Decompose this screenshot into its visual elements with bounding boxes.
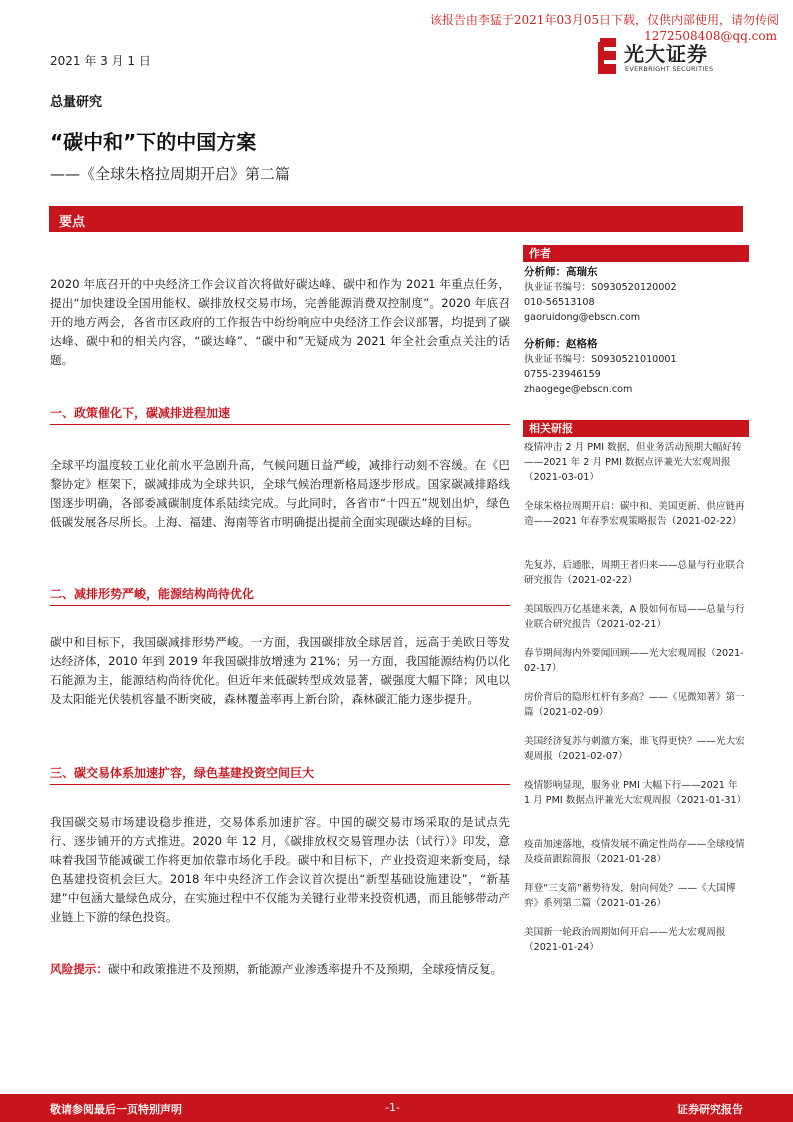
brand-name-en: EVERBRIGHT SECURITIES xyxy=(625,65,714,73)
related-report[interactable]: 美国版四万亿基建来袭，A 股如何布局——总量与行业联合研究报告（2021-02-21） xyxy=(524,604,745,630)
section-1-body: 全球平均温度较工业化前水平急剧升高，气候问题日益严峻，减排行动刻不容缓。在《巴黎协定》框架下，碳减排成为全球共识，全球气候治理新格局逐步形成。国家碳减排路线图逐步明确，各部委减碳制度体系陆续完成。与此同时，各省市“十四五”规划出炉，绿色低碳发展各尽所长。上海、福建、海南等省市明确提出提前全面实现碳达峰的目标。 xyxy=(50,458,510,529)
author-1-cert: 执业证书编号：S0930520120002 xyxy=(524,282,677,293)
section-3-divider xyxy=(50,784,510,785)
related-report[interactable]: 房价背后的隐形杠杆有多高？——《见微知著》第一篇（2021-02-09） xyxy=(524,692,745,718)
section-2-body: 碳中和目标下，我国碳减排形势严峻。一方面，我国碳排放全球居首，远高于美欧日等发达经济体，2010 年到 2019 年我国碳排放增速为 21%；另一方面，我国能源结构仍以化石能源为主，能源结构尚待优化。但近年来低碳转型成效显著，碳强度大幅下降；风电以及太阳能光伏装机容量不断突破，森林覆盖率再上新台阶，森林碳汇能力逐步提升。 xyxy=(50,635,510,706)
author-card-1 xyxy=(524,264,744,325)
authors-header: 作者 xyxy=(523,245,749,262)
author-1-name: 分析师：高瑞东 xyxy=(524,266,598,278)
related-report[interactable]: 美国新一轮政治周期如何开启——光大宏观周报（2021-01-24） xyxy=(524,927,726,953)
everbright-logo-icon xyxy=(598,38,620,76)
author-2-phone: 0755-23946159 xyxy=(524,369,601,380)
section-1-heading: 一、政策催化下，碳减排进程加速 xyxy=(50,406,231,420)
related-report[interactable]: 疫苗加速落地，疫情发展不确定性尚存——全球疫情及疫苗跟踪简报（2021-01-28） xyxy=(524,839,745,865)
section-2-heading: 二、减排形势严峻，能源结构尚待优化 xyxy=(50,587,255,601)
report-date: 2021 年 3 月 1 日 xyxy=(50,54,151,68)
related-report[interactable]: 疫情影响显现，服务业 PMI 大幅下行——2021 年 1 月 PMI 数据点评兼光大宏观周报（2021-01-31） xyxy=(524,780,747,806)
report-category: 总量研究 xyxy=(50,95,103,110)
author-2-email[interactable]: zhaogege@ebscn.com xyxy=(524,384,633,395)
author-2-cert: 执业证书编号：S0930521010001 xyxy=(524,354,677,365)
section-3-heading: 三、碳交易体系加速扩容，绿色基建投资空间巨大 xyxy=(50,766,315,780)
related-report[interactable]: 春节期间海内外要闻回顾——光大宏观周报（2021-02-17） xyxy=(524,648,744,674)
footer-report-type: 证券研究报告 xyxy=(677,1103,743,1116)
report-title: “碳中和”下的中国方案 xyxy=(50,130,257,154)
risk-label: 风险提示： xyxy=(50,962,108,976)
author-1-email[interactable]: gaoruidong@ebscn.com xyxy=(524,312,641,323)
footer-disclaimer[interactable]: 敬请参阅最后一页特别声明 xyxy=(50,1103,182,1116)
related-header: 相关研报 xyxy=(523,420,749,437)
brand-name-cn: 光大证券 xyxy=(624,42,708,66)
author-1-phone: 010-56513108 xyxy=(524,297,595,308)
page-number: -1- xyxy=(385,1101,400,1114)
related-report[interactable]: 先复苏，后通胀，周期王者归来——总量与行业联合研究报告（2021-02-22） xyxy=(524,560,745,586)
section-1-divider xyxy=(50,424,510,425)
risk-warning xyxy=(50,960,510,979)
summary-label: 要点 xyxy=(59,215,86,230)
watermark-line-1: 该报告由李猛于2021年03月05日下载，仅供内部使用，请勿传阅 xyxy=(429,13,779,27)
summary-bar xyxy=(49,206,743,232)
related-report[interactable]: 疫情冲击 2 月 PMI 数据，但业务活动预期大幅好转——2021 年 2 月 PMI 数据点评兼光大宏观周报（2021-03-01） xyxy=(524,442,742,483)
related-report[interactable]: 全球朱格拉周期开启：碳中和、美国更新、供应链再造——2021 年春季宏观策略报告（2021-02-22） xyxy=(524,501,745,527)
author-card-2 xyxy=(524,336,744,397)
brand-logo xyxy=(598,36,758,78)
report-subtitle: ——《全球朱格拉周期开启》第二篇 xyxy=(50,165,291,183)
author-2-name: 分析师：赵格格 xyxy=(524,338,598,350)
section-3-body: 我国碳交易市场建设稳步推进，交易体系加速扩容。中国的碳交易市场采取的是试点先行、逐步铺开的方式推进。2020 年 12 月，《碳排放权交易管理办法（试行）》印发，意味着我国节能减碳工作将更加依靠市场化手段。碳中和目标下，产业投资迎来新变局，绿色基建投资机会巨大。2018 年中央经济工作会议首次提出“新型基础设施建设”，“新基建”中包涵大量绿色成分，在实施过程中不仅能为关键行业带来投资机遇，而且能够带动产业链上下游的绿色投资。 xyxy=(50,815,510,924)
related-report[interactable]: 拜登“三支箭”蓄势待发，射向何处？——《大国博弈》系列第二篇（2021-01-26） xyxy=(524,883,736,909)
watermark-line-2: 1272508408@qq.com xyxy=(644,29,777,43)
related-report[interactable]: 美国经济复苏与刺激方案，谁飞得更快？——光大宏观周报（2021-02-07） xyxy=(524,736,745,762)
page-footer xyxy=(0,1094,793,1122)
section-2-divider xyxy=(50,605,510,606)
intro-paragraph: 2020 年底召开的中央经济工作会议首次将做好碳达峰、碳中和作为 2021 年重点任务，提出“加快建设全国用能权、碳排放权交易市场，完善能源消费双控制度”。2020 年底召开的地方两会，各省市区政府的工作报告中纷纷响应中央经济工作会议部署，均提到了碳达峰、碳中和的相关内容，“碳达峰”、“碳中和”无疑成为 2021 年全社会重点关注的话题。 xyxy=(50,277,510,367)
risk-text: 碳中和政策推进不及预期，新能源产业渗透率提升不及预期，全球疫情反复。 xyxy=(107,962,503,976)
